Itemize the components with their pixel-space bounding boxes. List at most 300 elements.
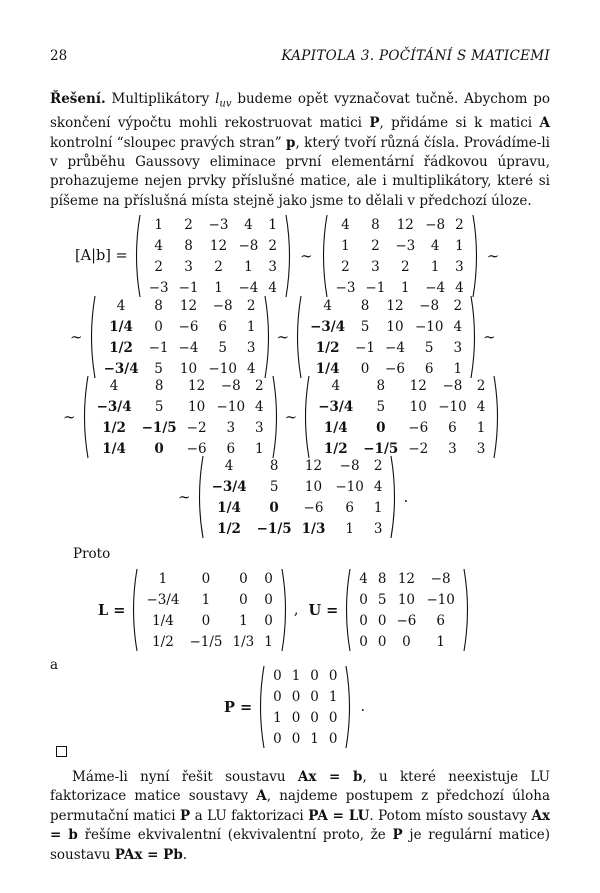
matrix-row [313, 417, 490, 438]
matrix-cell: 1 [341, 237, 350, 254]
matrix-table [99, 295, 261, 379]
matrix-cell: 1 [214, 279, 223, 296]
matrix-cell: 4 [373, 478, 383, 495]
matrix-cell: −3/4 [96, 398, 132, 415]
matrix-row [92, 417, 269, 438]
matrix-cell: 1 [268, 216, 277, 233]
matrix-cell: 8 [154, 377, 164, 394]
matrix-cell: 1 [244, 258, 253, 275]
solution-heading: Řešení. [50, 91, 106, 107]
matrix-cell: 1/2 [109, 339, 133, 356]
proto-label: Proto [73, 546, 111, 562]
right-paren [263, 295, 273, 379]
equation-row-2 [70, 295, 496, 379]
matrix-symbol-P: P [180, 807, 191, 824]
matrix-cell: 8 [269, 457, 279, 474]
matrix-cell: 2 [255, 377, 264, 394]
page-number: 28 [50, 48, 68, 64]
matrix-cell: −3/4 [310, 318, 346, 335]
matrix-row [354, 589, 460, 610]
matrix-cell: −3 [335, 279, 356, 296]
matrix-cell: −6 [408, 419, 429, 436]
matrix-cell: 6 [345, 499, 354, 516]
matrix-cell: 1 [273, 709, 282, 726]
matrix-cell: 4 [154, 237, 163, 254]
matrix-cell: 1/3 [232, 633, 255, 650]
right-paren [469, 295, 479, 379]
matrix-cell: −1/5 [141, 419, 177, 436]
matrix-cell: 5 [360, 318, 370, 335]
matrix-row [141, 631, 277, 652]
left-paren [80, 375, 90, 459]
matrix-cell: −2 [186, 419, 207, 436]
matrix-row [99, 316, 261, 337]
matrix-cell: 4 [244, 216, 253, 233]
matrix-cell: 0 [359, 633, 368, 650]
matrix-row [207, 518, 388, 539]
matrix-cell: 0 [359, 612, 368, 629]
matrix-cell: 0 [377, 633, 387, 650]
matrix-row [92, 396, 269, 417]
matrix-cell: 10 [386, 318, 404, 335]
closing-text: je regulární matice) soustavu [50, 827, 550, 863]
matrix-row [268, 728, 342, 749]
matrix-cell: −10 [335, 478, 364, 495]
matrix-cell: 1 [291, 667, 301, 684]
matrix-cell: 0 [310, 709, 319, 726]
matrix-cell: 4 [116, 297, 126, 314]
matrix-cell: 0 [273, 667, 282, 684]
matrix-cell: 0 [310, 667, 319, 684]
sim-symbol: ∼ [486, 247, 500, 265]
left-paren [129, 568, 139, 652]
closing-text: , u které neexistuje LU faktorizace matice soustavy [50, 769, 550, 805]
matrix-cell: 4 [341, 216, 350, 233]
period: . [360, 699, 366, 715]
matrix-cell: 4 [331, 377, 341, 394]
multiplier-subscript: uv [219, 98, 232, 110]
matrix-cell: −6 [396, 612, 417, 629]
matrix-cell: −1 [355, 339, 376, 356]
matrix-cell: 1/2 [152, 633, 174, 650]
matrix-cell: 2 [184, 216, 193, 233]
matrix-cell: −4 [238, 279, 259, 296]
matrix-row [268, 686, 342, 707]
matrix-P [256, 665, 354, 749]
left-paren [293, 295, 303, 379]
matrix-cell: 12 [209, 237, 228, 254]
matrix-cell: 2 [476, 377, 486, 394]
matrix-cell: 1 [373, 499, 383, 516]
U-label: U = [308, 601, 339, 619]
matrix-cell: 0 [154, 440, 164, 457]
matrix-cell: 8 [377, 570, 387, 587]
matrix-cell: 12 [409, 377, 427, 394]
right-paren [271, 375, 281, 459]
matrix-cell: 4 [359, 570, 368, 587]
closing-text: . [182, 846, 188, 863]
matrix-cell: 1 [455, 237, 464, 254]
matrix-cell: 3 [371, 258, 380, 275]
matrix-3 [87, 295, 273, 379]
matrix-cell: 12 [396, 216, 414, 233]
matrix-cell: −1 [178, 279, 199, 296]
matrix-cell: 1 [400, 279, 410, 296]
matrix-cell: 6 [448, 419, 457, 436]
matrix-cell: −3/4 [211, 478, 247, 495]
left-paren [87, 295, 97, 379]
matrix-cell: −1/5 [363, 440, 399, 457]
matrix-cell: 1/3 [301, 520, 326, 537]
sim-symbol: ∼ [178, 488, 191, 506]
matrix-cell: 4 [246, 360, 256, 377]
closing-text: a LU faktorizaci [190, 807, 309, 824]
matrix-row [141, 568, 277, 589]
running-header [50, 48, 550, 68]
right-paren [389, 455, 399, 539]
matrix-cell: 6 [218, 318, 227, 335]
matrix-row [305, 295, 467, 316]
matrix-cell: 0 [402, 633, 411, 650]
matrix-cell: 0 [239, 591, 248, 608]
matrix-cell: 2 [246, 297, 256, 314]
matrix-cell: 1 [328, 688, 338, 705]
left-paren [319, 214, 329, 298]
matrix-row [207, 455, 388, 476]
matrix-cell: −3/4 [318, 398, 354, 415]
matrix-cell: −1 [148, 339, 169, 356]
matrix-row [99, 295, 261, 316]
matrix-cell: 5 [269, 478, 279, 495]
matrix-cell: 0 [239, 570, 248, 587]
multiplier-symbol: l [215, 91, 220, 107]
matrix-cell: 6 [226, 440, 236, 457]
matrix-cell: 12 [179, 297, 198, 314]
lu-row [98, 568, 472, 652]
matrix-row [92, 375, 269, 396]
matrix-cell: 0 [154, 318, 163, 335]
matrix-cell: 2 [371, 237, 380, 254]
matrix-cell: 10 [397, 591, 416, 608]
matrix-row [144, 235, 282, 256]
matrix-cell: −8 [425, 216, 446, 233]
matrix-cell: −6 [303, 499, 324, 516]
matrix-cell: 1 [158, 570, 168, 587]
matrix-1 [132, 214, 294, 298]
matrix-cell: 1 [436, 633, 445, 650]
matrix-5 [80, 375, 281, 459]
matrix-cell: −8 [220, 377, 241, 394]
right-paren [462, 568, 472, 652]
right-paren [284, 214, 294, 298]
matrix-table [354, 568, 460, 652]
matrix-cell: 2 [455, 216, 464, 233]
matrix-cell: 2 [373, 457, 383, 474]
matrix-cell: −8 [442, 377, 463, 394]
matrix-7 [195, 455, 400, 539]
matrix-row [305, 316, 467, 337]
sim-symbol: ∼ [299, 247, 313, 265]
matrix-cell: −10 [438, 398, 467, 415]
sim-symbol: ∼ [276, 328, 290, 346]
matrix-cell: −3 [208, 216, 229, 233]
matrix-cell: −2 [408, 440, 429, 457]
matrix-symbol-P: P [392, 827, 403, 844]
closing-text: řešíme ekvivalentní (ekvivalentní proto, že [77, 827, 393, 844]
matrix-cell: 3 [455, 258, 464, 275]
matrix-cell: 6 [436, 612, 445, 629]
closing-text: Máme-li nyní řešit soustavu [72, 769, 298, 785]
solution-text: kontrolní “sloupec pravých stran” [50, 134, 287, 151]
augmented-label: [A|b] = [75, 248, 128, 264]
matrix-symbol-A: A [256, 788, 267, 805]
matrix-cell: 3 [255, 419, 264, 436]
matrix-cell: 0 [328, 667, 338, 684]
matrix-cell: 0 [360, 360, 370, 377]
equation-row-1 [75, 214, 499, 298]
matrix-cell: −3 [395, 237, 416, 254]
matrix-cell: 1/4 [102, 440, 126, 457]
matrix-row [207, 497, 388, 518]
matrix-cell: 1 [239, 612, 248, 629]
matrix-cell: −8 [339, 457, 360, 474]
qed-square-icon [56, 746, 67, 757]
period: . [403, 488, 409, 506]
matrix-row [331, 235, 469, 256]
matrix-cell: −3/4 [103, 360, 139, 377]
matrix-table [313, 375, 490, 459]
matrix-row [313, 396, 490, 417]
matrix-cell: 8 [154, 297, 163, 314]
matrix-cell: 8 [376, 377, 386, 394]
matrix-cell: 0 [291, 688, 301, 705]
comma: , [293, 602, 299, 618]
and-label: a [50, 657, 59, 673]
matrix-cell: 0 [201, 570, 211, 587]
vector-symbol-p: p [286, 134, 296, 151]
matrix-cell: 0 [310, 688, 319, 705]
matrix-cell: 1/2 [217, 520, 241, 537]
matrix-cell: 8 [360, 297, 370, 314]
left-paren [132, 214, 142, 298]
matrix-cell: 1/4 [109, 318, 133, 335]
matrix-row [313, 375, 490, 396]
matrix-row [354, 568, 460, 589]
matrix-cell: 2 [400, 258, 410, 275]
matrix-cell: 1 [246, 318, 256, 335]
matrix-cell: 4 [453, 318, 463, 335]
matrix-cell: −4 [425, 279, 446, 296]
matrix-table [268, 665, 342, 749]
matrix-cell: −8 [430, 570, 451, 587]
right-paren [344, 665, 354, 749]
sim-symbol: ∼ [284, 408, 298, 426]
matrix-cell: 0 [359, 591, 368, 608]
L-label: L = [98, 601, 126, 619]
matrix-row [305, 337, 467, 358]
matrix-6 [301, 375, 502, 459]
matrix-cell: 3 [184, 258, 193, 275]
matrix-cell: 3 [476, 440, 486, 457]
matrix-cell: 0 [269, 499, 279, 516]
perm-row [224, 665, 365, 749]
equation-PA-LU: PA = LU [308, 807, 370, 824]
matrix-cell: −3 [148, 279, 169, 296]
sim-symbol: ∼ [70, 328, 83, 346]
equation-PAx-Pb: PAx = Pb [114, 846, 183, 863]
matrix-table [92, 375, 269, 459]
equation-row-3 [63, 375, 502, 459]
matrix-cell: 1 [345, 520, 354, 537]
matrix-row [144, 256, 282, 277]
matrix-cell: 1 [154, 216, 163, 233]
matrix-cell: 12 [397, 570, 416, 587]
matrix-row [141, 610, 277, 631]
matrix-cell: −10 [414, 318, 444, 335]
chapter-title: KAPITOLA 3. POČÍTÁNÍ S MATICEMI [281, 48, 550, 64]
matrix-cell: 5 [154, 360, 163, 377]
matrix-cell: 1/2 [323, 440, 348, 457]
matrix-cell: 3 [226, 419, 236, 436]
matrix-symbol-A: A [539, 115, 550, 132]
solution-text: , který tvoří různá čísla. Provádíme-li v průběhu Gaussovy eliminace první elementární řádkovou úpravu, prohazujeme nejen prvky příslušné matice, ale i multiplikátory, které si píšeme na příslušná místa stejně jako jsme to dělali v předchozí úloze. [50, 134, 550, 209]
matrix-row [268, 665, 342, 686]
right-paren [492, 375, 502, 459]
matrix-cell: 4 [109, 377, 119, 394]
matrix-row [144, 214, 282, 235]
left-paren [301, 375, 311, 459]
matrix-cell: 0 [377, 612, 387, 629]
matrix-cell: 1/4 [315, 360, 340, 377]
matrix-cell: 1 [430, 258, 440, 275]
matrix-cell: 5 [154, 398, 164, 415]
matrix-cell: −10 [208, 360, 237, 377]
right-paren [471, 214, 481, 298]
matrix-table [141, 568, 277, 652]
matrix-cell: 4 [255, 398, 264, 415]
matrix-cell: 8 [184, 237, 193, 254]
matrix-cell: 1 [310, 730, 319, 747]
matrix-cell: 3 [448, 440, 457, 457]
matrix-2 [319, 214, 481, 298]
matrix-cell: −6 [186, 440, 207, 457]
matrix-cell: 2 [268, 237, 277, 254]
matrix-cell: −4 [178, 339, 199, 356]
right-paren [280, 568, 290, 652]
left-paren [256, 665, 266, 749]
left-paren [342, 568, 352, 652]
matrix-cell: −10 [426, 591, 455, 608]
equation-Ax-b: Ax = b [50, 807, 550, 844]
matrix-cell: 0 [291, 709, 301, 726]
matrix-cell: −6 [385, 360, 405, 377]
matrix-cell: 5 [424, 339, 434, 356]
matrix-cell: −10 [216, 398, 246, 415]
matrix-cell: 0 [264, 570, 273, 587]
matrix-cell: 1 [264, 633, 273, 650]
matrix-cell: 5 [376, 398, 386, 415]
matrix-row [354, 610, 460, 631]
solution-text: , přidáme si k matici [379, 115, 540, 132]
solution-paragraph [50, 90, 550, 211]
matrix-cell: −8 [238, 237, 259, 254]
sim-symbol: ∼ [63, 408, 76, 426]
matrix-cell: −1 [365, 279, 386, 296]
matrix-cell: −6 [178, 318, 199, 335]
matrix-cell: −8 [212, 297, 233, 314]
matrix-row [331, 214, 469, 235]
matrix-table [305, 295, 467, 379]
matrix-cell: 10 [188, 398, 206, 415]
matrix-cell: 4 [224, 457, 234, 474]
matrix-cell: 1/4 [217, 499, 241, 516]
matrix-cell: −1/5 [189, 633, 223, 650]
matrix-row [99, 337, 261, 358]
matrix-cell: 1 [255, 440, 264, 457]
P-label: P = [224, 698, 253, 716]
equation-Ax-b: Ax = b [297, 769, 363, 785]
matrix-cell: 8 [371, 216, 380, 233]
matrix-cell: 0 [273, 688, 282, 705]
matrix-cell: 0 [201, 612, 211, 629]
matrix-cell: 12 [386, 297, 404, 314]
matrix-cell: 3 [268, 258, 277, 275]
matrix-cell: −3/4 [146, 591, 180, 608]
matrix-cell: 4 [476, 398, 486, 415]
matrix-row [207, 476, 388, 497]
matrix-cell: 0 [264, 591, 273, 608]
matrix-cell: 12 [188, 377, 206, 394]
matrix-cell: 10 [409, 398, 427, 415]
matrix-cell: 5 [218, 339, 227, 356]
matrix-table [331, 214, 469, 298]
closing-text: , najdeme postupem z předchozí úloha permutační matici [50, 788, 550, 824]
matrix-row [268, 707, 342, 728]
matrix-cell: 12 [304, 457, 323, 474]
matrix-4 [293, 295, 479, 379]
matrix-row [331, 256, 469, 277]
matrix-cell: 1/2 [102, 419, 126, 436]
matrix-cell: 1/2 [315, 339, 340, 356]
matrix-cell: −4 [385, 339, 405, 356]
matrix-cell: 10 [179, 360, 198, 377]
matrix-cell: 3 [373, 520, 383, 537]
matrix-cell: 2 [214, 258, 223, 275]
matrix-cell: 5 [377, 591, 387, 608]
matrix-cell: 1 [476, 419, 486, 436]
matrix-table [207, 455, 388, 539]
matrix-cell: 0 [273, 730, 282, 747]
matrix-cell: 2 [453, 297, 463, 314]
solution-text: budeme opět vyznačovat tučně. Abychom po skončení výpočtu mohli rekostruovat matici [50, 91, 550, 132]
sim-symbol: ∼ [483, 328, 496, 346]
matrix-U [342, 568, 472, 652]
matrix-cell: 0 [376, 419, 386, 436]
left-paren [195, 455, 205, 539]
matrix-symbol-P: P [369, 115, 380, 132]
matrix-cell: 4 [268, 279, 277, 296]
matrix-cell: 1/4 [152, 612, 174, 629]
matrix-table [144, 214, 282, 298]
matrix-cell: 4 [430, 237, 440, 254]
matrix-cell: 0 [328, 709, 338, 726]
matrix-cell: 1 [201, 591, 211, 608]
matrix-cell: 1 [453, 360, 463, 377]
matrix-cell: 0 [291, 730, 301, 747]
matrix-cell: −8 [419, 297, 440, 314]
solution-text: Multiplikátory [105, 91, 216, 107]
matrix-cell: 2 [341, 258, 350, 275]
